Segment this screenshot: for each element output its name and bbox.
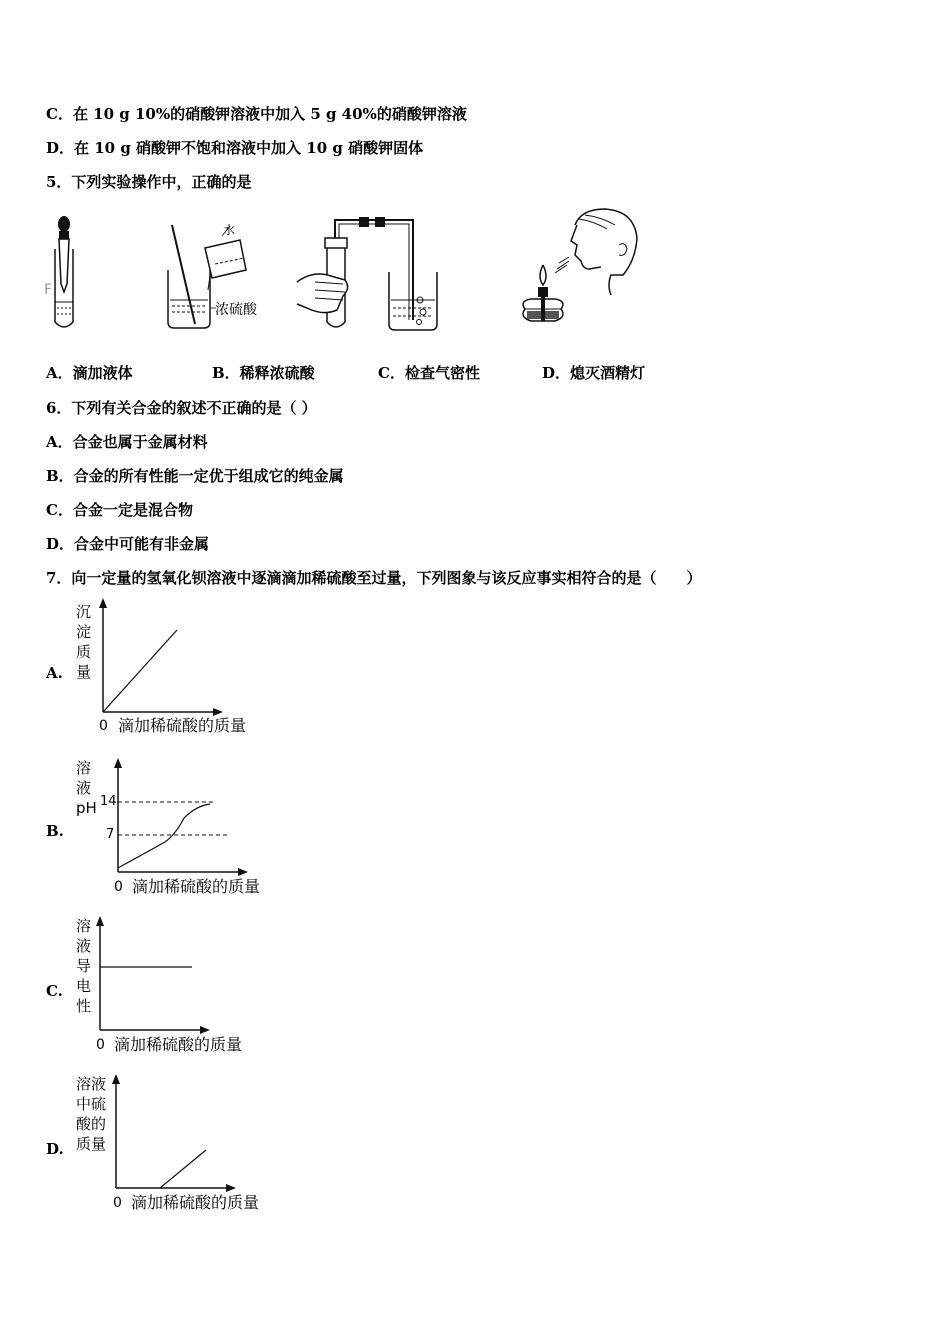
- graph-d-label: D.: [46, 1140, 64, 1158]
- graph-c-label: C.: [46, 982, 63, 1000]
- graph-b-tick-7: 7: [106, 827, 115, 842]
- graph-c: [92, 916, 222, 1036]
- graph-b-ylabel: 溶 液 pH: [76, 759, 97, 817]
- graph-d-origin: 0: [113, 1195, 122, 1211]
- dropper-figure: [44, 214, 94, 334]
- q5-option-c: C．检查气密性: [378, 364, 480, 382]
- graph-d-ylabel: 溶液 中硫 酸的 质量: [76, 1075, 107, 1153]
- graph-b-label: B.: [46, 822, 64, 840]
- q6-option-a: A．合金也属于金属材料: [46, 433, 208, 451]
- water-label: 水: [223, 223, 236, 237]
- acid-label: 浓硫酸: [215, 302, 257, 318]
- alcohol-lamp-figure: [515, 205, 645, 335]
- airtight-figure: [293, 212, 443, 337]
- graph-a-origin: 0: [99, 718, 108, 734]
- graph-a-ylabel: 沉 淀 质 量: [76, 603, 92, 681]
- q6-option-d: D．合金中可能有非金属: [46, 535, 210, 553]
- q4-option-d: D．在 10 g 硝酸钾不饱和溶液中加入 10 g 硝酸钾固体: [46, 139, 424, 157]
- graph-b-tick-14: 14: [100, 794, 117, 809]
- graph-d: [108, 1074, 248, 1194]
- graph-c-origin: 0: [96, 1037, 105, 1053]
- graph-c-ylabel: 溶 液 导 电 性: [76, 917, 92, 1015]
- q5-option-a: A．滴加液体: [46, 364, 133, 382]
- q6-option-b: B．合金的所有性能一定优于组成它的纯金属: [46, 467, 344, 485]
- graph-b-xlabel: 滴加稀硫酸的质量: [132, 877, 261, 896]
- q5-option-b: B．稀释浓硫酸: [212, 364, 315, 382]
- q5-stem: 5．下列实验操作中，正确的是: [46, 173, 252, 191]
- q7-stem: 7．向一定量的氢氧化钡溶液中逐滴滴加稀硫酸至过量，下列图象与该反应事实相符合的是（ ）: [46, 569, 702, 587]
- graph-b: [110, 758, 250, 878]
- graph-b-origin: 0: [114, 879, 123, 895]
- graph-d-line: [160, 1150, 206, 1188]
- graph-a-line: [103, 630, 177, 712]
- q6-option-c: C．合金一定是混合物: [46, 501, 193, 519]
- svg-text:F: F: [44, 282, 53, 298]
- q6-stem: 6．下列有关合金的叙述不正确的是（ ）: [46, 399, 317, 417]
- graph-d-xlabel: 滴加稀硫酸的质量: [131, 1193, 260, 1212]
- graph-a-xlabel: 滴加稀硫酸的质量: [118, 716, 247, 735]
- graph-b-curve: [118, 804, 210, 868]
- q4-option-c: C．在 10 g 10%的硝酸钾溶液中加入 5 g 40%的硝酸钾溶液: [46, 105, 467, 123]
- graph-c-xlabel: 滴加稀硫酸的质量: [114, 1035, 243, 1054]
- graph-a: [95, 598, 225, 718]
- graph-a-label: A.: [46, 664, 63, 682]
- q5-option-d: D．熄灭酒精灯: [542, 364, 646, 382]
